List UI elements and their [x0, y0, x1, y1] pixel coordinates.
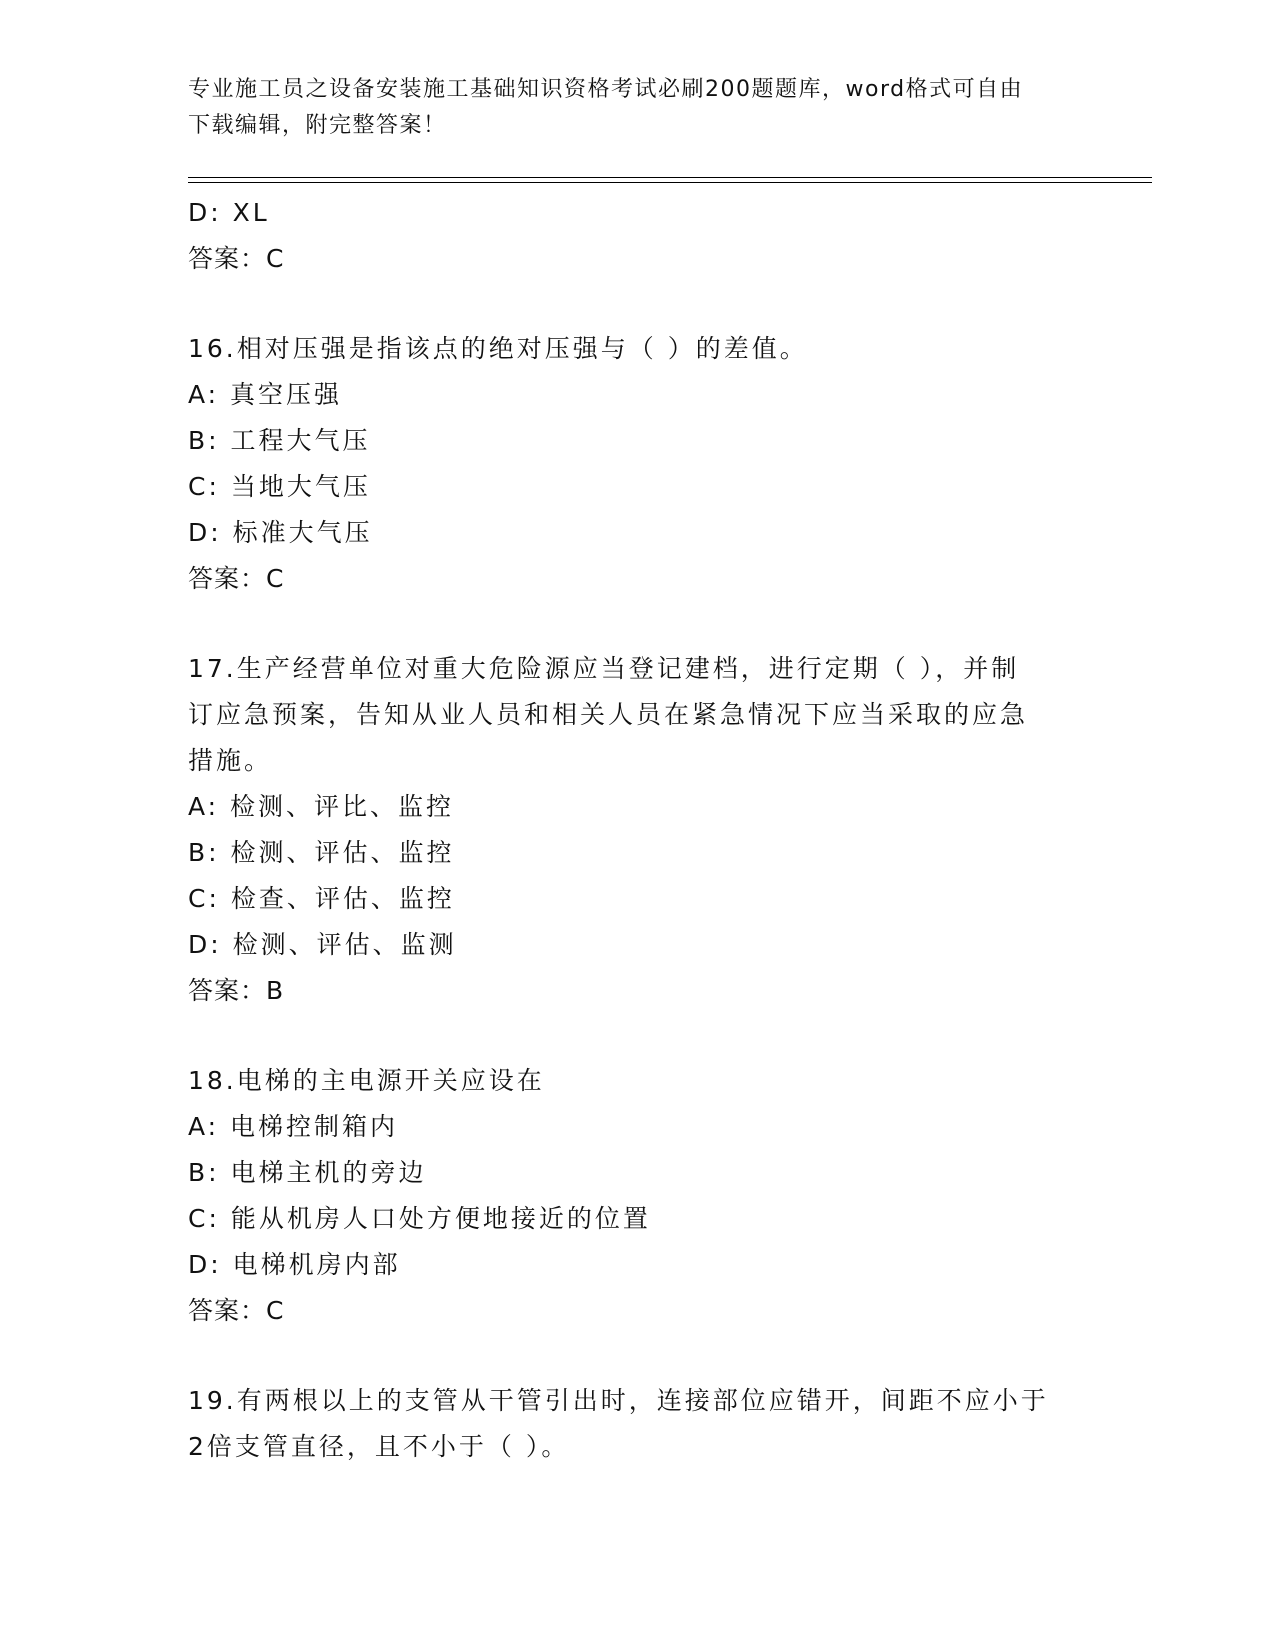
option-b: B: 电梯主机的旁边 [188, 1158, 427, 1187]
option-b: B: 检测、评估、监控 [188, 838, 455, 867]
question-stem: 16.相对压强是指该点的绝对压强与（ ）的差值。 [188, 334, 808, 363]
header-title-line-1: 专业施工员之设备安装施工基础知识资格考试必刷200题题库，word格式可自由 [188, 77, 1024, 102]
question-19 [188, 1378, 1088, 1470]
question-15-tail [188, 190, 1088, 282]
option-d: D: 电梯机房内部 [188, 1250, 401, 1279]
header-rule-bottom [188, 182, 1152, 183]
option-a: A: 电梯控制箱内 [188, 1112, 399, 1141]
question-stem-line-2: 2倍支管直径，且不小于（ ）。 [188, 1432, 570, 1461]
option-a: A: 真空压强 [188, 380, 343, 409]
option-c: C: 能从机房人口处方便地接近的位置 [188, 1204, 651, 1233]
question-list [188, 190, 1088, 1470]
option-d: D: XL [188, 198, 270, 227]
question-17 [188, 646, 1088, 1014]
option-d: D: 检测、评估、监测 [188, 930, 457, 959]
document-header [188, 72, 1068, 144]
option-a: A: 检测、评比、监控 [188, 792, 455, 821]
answer: 答案：B [188, 976, 285, 1005]
question-stem-line-2: 订应急预案，告知从业人员和相关人员在紧急情况下应当采取的应急 [188, 700, 1029, 729]
question-18 [188, 1058, 1088, 1334]
option-b: B: 工程大气压 [188, 426, 371, 455]
option-c: C: 当地大气压 [188, 472, 371, 501]
option-d: D: 标准大气压 [188, 518, 373, 547]
question-stem-line-1: 17.生产经营单位对重大危险源应当登记建档，进行定期（ ），并制 [188, 654, 1020, 683]
question-stem-line-3: 措施。 [188, 746, 273, 775]
question-16 [188, 326, 1088, 602]
question-stem-line-1: 19.有两根以上的支管从干管引出时，连接部位应错开，间距不应小于 [188, 1386, 1049, 1415]
answer: 答案：C [188, 564, 285, 593]
header-title-line-2: 下载编辑，附完整答案！ [188, 113, 447, 138]
answer: 答案：C [188, 244, 285, 273]
question-stem: 18.电梯的主电源开关应设在 [188, 1066, 545, 1095]
header-rule-top [188, 177, 1152, 178]
answer: 答案：C [188, 1296, 285, 1325]
option-c: C: 检查、评估、监控 [188, 884, 455, 913]
